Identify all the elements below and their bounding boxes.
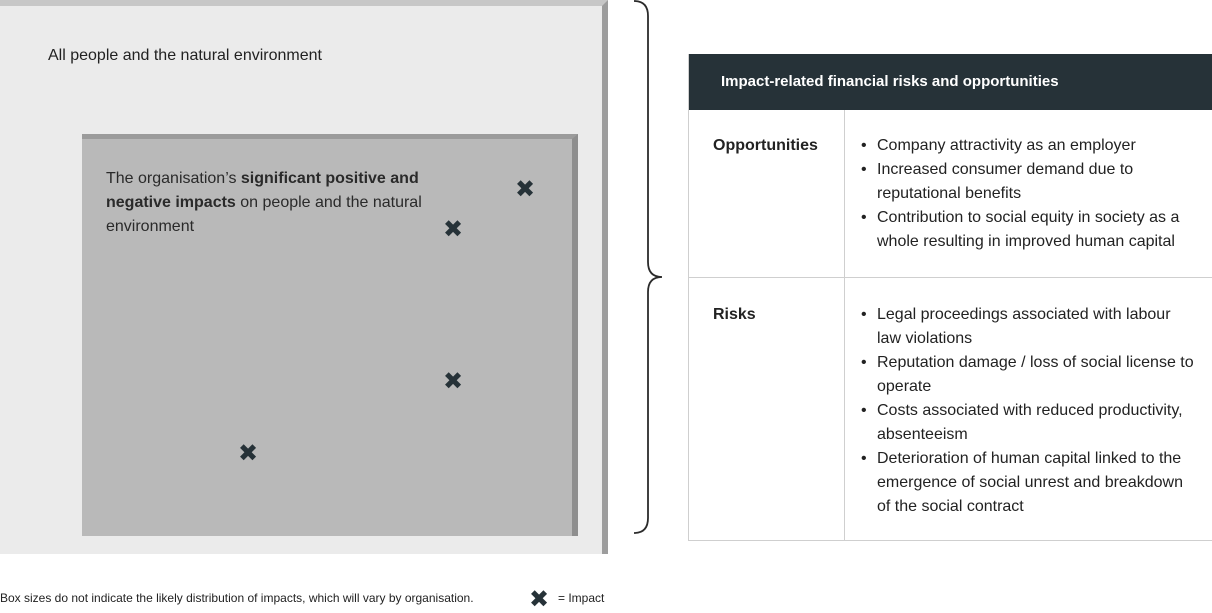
footnote: Box sizes do not indicate the likely distribution of impacts, which will vary by organisation. bbox=[0, 591, 474, 605]
impact-legend-icon: ✖ bbox=[528, 585, 550, 613]
list-item: • Reputation damage / loss of social license to operate bbox=[861, 351, 1197, 399]
inner-text-bold: significant positive and negative impacts bbox=[106, 170, 419, 211]
opportunities-label: Opportunities bbox=[713, 137, 818, 154]
impact-mark-icon: ✖ bbox=[237, 439, 259, 467]
legend-label: = Impact bbox=[558, 591, 605, 605]
impact-mark-icon: ✖ bbox=[442, 215, 464, 243]
risks-label: Risks bbox=[713, 306, 756, 323]
list-item: • Costs associated with reduced productivity, absenteeism bbox=[861, 399, 1197, 447]
card-header: Impact-related financial risks and opportunities bbox=[689, 54, 1212, 110]
inner-text-after: on people and the natural environment bbox=[106, 194, 422, 235]
list-item: • Deterioration of human capital linked to the emergence of social unrest and breakdown of the social contract bbox=[861, 447, 1197, 519]
opportunities-row bbox=[689, 110, 1212, 278]
list-item: • Increased consumer demand due to reputational benefits bbox=[861, 158, 1197, 206]
outer-box-all-people-environment bbox=[0, 0, 608, 554]
list-item: • Legal proceedings associated with labour law violations bbox=[861, 303, 1197, 351]
inner-box-text bbox=[106, 167, 426, 239]
list-item: • Company attractivity as an employer bbox=[861, 134, 1197, 158]
curly-brace-icon bbox=[628, 0, 668, 540]
list-item: • Contribution to social equity in society as a whole resulting in improved human capital bbox=[861, 206, 1197, 254]
risks-row bbox=[689, 278, 1212, 540]
risks-list bbox=[861, 303, 1197, 519]
financial-risks-opportunities-card bbox=[688, 54, 1212, 541]
outer-box-label: All people and the natural environment bbox=[48, 47, 322, 64]
impact-mark-icon: ✖ bbox=[442, 367, 464, 395]
inner-text-before: The organisation’s bbox=[106, 170, 241, 187]
impact-mark-icon: ✖ bbox=[514, 175, 536, 203]
opportunities-list bbox=[861, 134, 1197, 254]
inner-box-significant-impacts bbox=[82, 134, 578, 536]
